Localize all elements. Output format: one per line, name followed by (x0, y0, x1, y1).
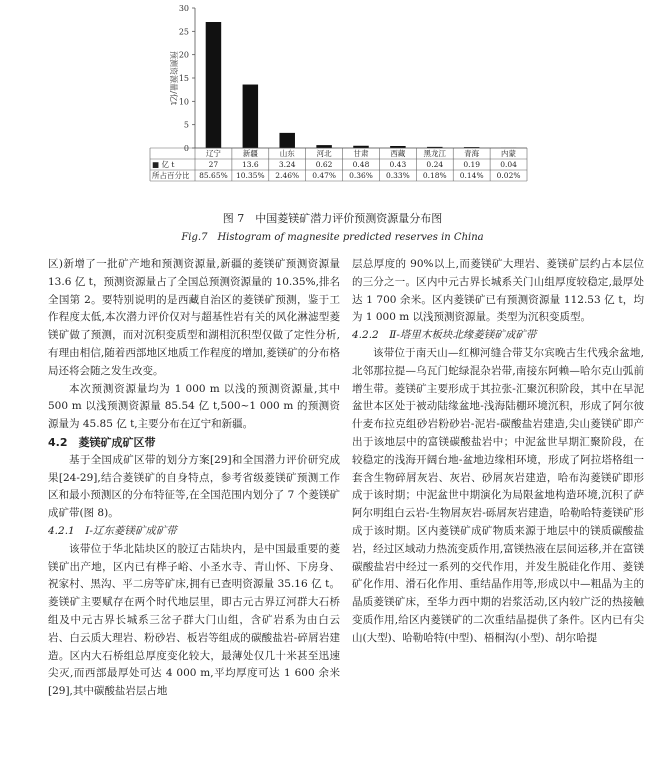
bar (316, 145, 331, 148)
table-cell: 0.33% (385, 171, 410, 180)
bar-chart (0, 0, 665, 200)
y-tick-label: 20 (178, 50, 189, 60)
table-cell: 13.6 (241, 160, 259, 169)
paragraph: 层总厚度的 90%以上,而菱镁矿大理岩、菱镁矿层约占本层位的三分之一。区内中元古界长城系关门山组厚度较稳定,最厚处达 1 700 余米。区内菱镁矿已有预测资源量 112.53 亿 t，均为 1 000 m 以浅预测资源量。类型为沉积变质型。 (352, 258, 644, 324)
category-label: 内蒙 (501, 149, 517, 158)
paragraph: 该带位于南天山—红柳河缝合带艾尔宾晚古生代残余盆地,北邻那拉提—乌瓦门蛇绿混杂岩带,南接东阿赖—哈尔克山弧前增生带。菱镁矿主要形成于其拉张-汇聚沉积阶段，其中在早泥盆世本区处于被动陆缘盆地-浅海陆棚环境沉积，形成了阿尔彼什麦布拉克组砂岩粉砂岩-泥岩-碳酸盐岩建造,尖山菱镁矿即产出于该地层中的富镁碳酸盐岩中；中泥盆世早期汇聚阶段，在较稳定的浅海开阔台地-盆地边缘相环境，形成了阿拉塔格组一套含生物碎屑灰岩、灰岩、砂屑灰岩建造，哈布沟菱镁矿即形成于该时期；中泥盆世中期演化为局限盆地构造环境,沉积了萨阿尔明组白云岩-生物屑灰岩-砾屑灰岩建造，哈勒哈特菱镁矿形成于该时期。区内菱镁矿成矿物质来源于地层中的镁质碳酸盐岩，经过区域动力热流变质作用,富镁热液在层间运移,并在富镁碳酸盐岩中经过一系列的交代作用，并发生脱硅化作用、菱镁矿化作用、滑石化作用、重结晶作用等,形成以中—粗晶为主的晶质菱镁矿床，至华力西中期的岩浆活动,区内较广泛的热接触变质作用,给区内菱镁矿的二次重结晶提供了条件。区内已有尖山(大型)、哈勒哈特(中型)、梧桐沟(小型)、胡尔哈提 (352, 346, 644, 644)
subsection-heading: 4.2.2 Ⅱ-塔里木板块北缘菱镁矿成矿带 (352, 329, 537, 342)
table-row-label: ■ 亿 t (152, 160, 175, 169)
subsection-heading: 4.2.1 Ⅰ-辽东菱镁矿成矿带 (48, 524, 177, 537)
table-cell: 2.46% (275, 171, 300, 180)
y-tick-label: 0 (183, 144, 189, 153)
bar (206, 22, 221, 148)
y-tick-label: 30 (178, 4, 189, 13)
bar (279, 133, 294, 148)
y-tick-label: 15 (178, 74, 189, 83)
table-cell: 0.24 (426, 160, 444, 169)
table-cell: 0.48 (352, 160, 370, 169)
table-cell: 0.62 (315, 160, 333, 169)
bar (243, 85, 258, 148)
category-label: 西藏 (390, 149, 406, 158)
table-cell: 0.04 (500, 160, 517, 169)
paragraph: 该带位于华北陆块区的胶辽古陆块内，是中国最重要的菱镁矿出产地，区内已有桦子峪、小圣水寺、青山怀、下房身、祝家村、黑沟、平二房等矿床,拥有已查明资源量 35.16 亿 t。菱镁矿主要赋存在两个时代地层里，即古元古界辽河群大石桥组及中元古界长城系三岔子群大门山组，含矿岩系为由白云岩、白云质大理岩、粉砂岩、板岩等组成的碳酸盐岩-碎屑岩建造。区内大石桥组总厚度变化较大，最薄处仅几十米甚至迅速尖灭,而西部最厚处可达 4 000 m,平均厚度可达 1 600 余米[29],其中碳酸盐岩层占地 (48, 542, 340, 698)
paragraph: 本次预测资源量均为 1 000 m 以浅的预测资源量,其中 500 m 以浅预测资源量 85.54 亿 t,500~1 000 m 的预测资源量为 45.85 亿 t,主要分布在辽宁和新疆。 (48, 382, 340, 431)
table-cell: 0.02% (496, 171, 521, 180)
category-label: 甘肃 (353, 149, 369, 158)
chart-region (0, 0, 665, 200)
category-label: 黑龙江 (423, 149, 447, 158)
table-cell: 27 (208, 160, 219, 169)
category-label: 青海 (464, 149, 480, 158)
category-label: 新疆 (242, 149, 258, 158)
right-column (352, 256, 644, 648)
figure-caption-en: Fig.7 Histogram of magnesite predicted reserves in China (181, 232, 484, 243)
table-row-label: 所占百分比 (152, 171, 190, 180)
table-cell: 0.47% (312, 171, 337, 180)
left-column (48, 256, 340, 701)
section-heading: 4.2 菱镁矿成矿区带 (48, 435, 156, 449)
category-label: 山东 (279, 149, 295, 158)
table-cell: 3.24 (278, 160, 296, 169)
table-cell: 0.43 (389, 160, 407, 169)
y-axis-label: 预测资源量/亿t (169, 51, 178, 105)
figure-caption-cn: 图 7 中国菱镁矿潜力评价预测资源量分布图 (222, 212, 443, 225)
y-tick-label: 25 (178, 27, 189, 37)
bar (353, 146, 368, 148)
table-cell: 0.19 (463, 160, 481, 169)
table-cell: 0.18% (422, 171, 447, 180)
category-label: 河北 (316, 149, 332, 158)
table-cell: 0.36% (349, 171, 373, 180)
paragraph: 区)新增了一批矿产地和预测资源量,新疆的菱镁矿预测资源量 13.6 亿 t，预测资源量占了全国总预测资源量的 10.35%,排名全国第 2。要特别说明的是西藏自治区的菱镁矿预测，鉴于工作程度太低,本次潜力评价仅对与超基性岩有关的风化淋滤型菱镁矿做了预测，而对沉积变质型和湖相沉积型仅做了定性分析,有理由相信,随着西部地区地质工作程度的增加,菱镁矿的分布格局还将会随之发生改变。 (48, 258, 340, 377)
table-cell: 85.65% (199, 171, 228, 180)
bar (390, 146, 405, 148)
category-label: 辽宁 (205, 149, 221, 158)
paragraph: 基于全国成矿区带的划分方案[29]和全国潜力评价研究成果[24-29],结合菱镁矿的自身特点，参考省级菱镁矿预测工作区和最小预测区的分布特征等,在全国范围内划分了 7 个菱镁矿成矿带(图 8)。 (48, 453, 340, 520)
table-cell: 0.14% (459, 171, 484, 180)
y-tick-label: 5 (183, 120, 189, 130)
table-cell: 10.35% (236, 171, 265, 180)
y-tick-label: 10 (178, 97, 189, 107)
